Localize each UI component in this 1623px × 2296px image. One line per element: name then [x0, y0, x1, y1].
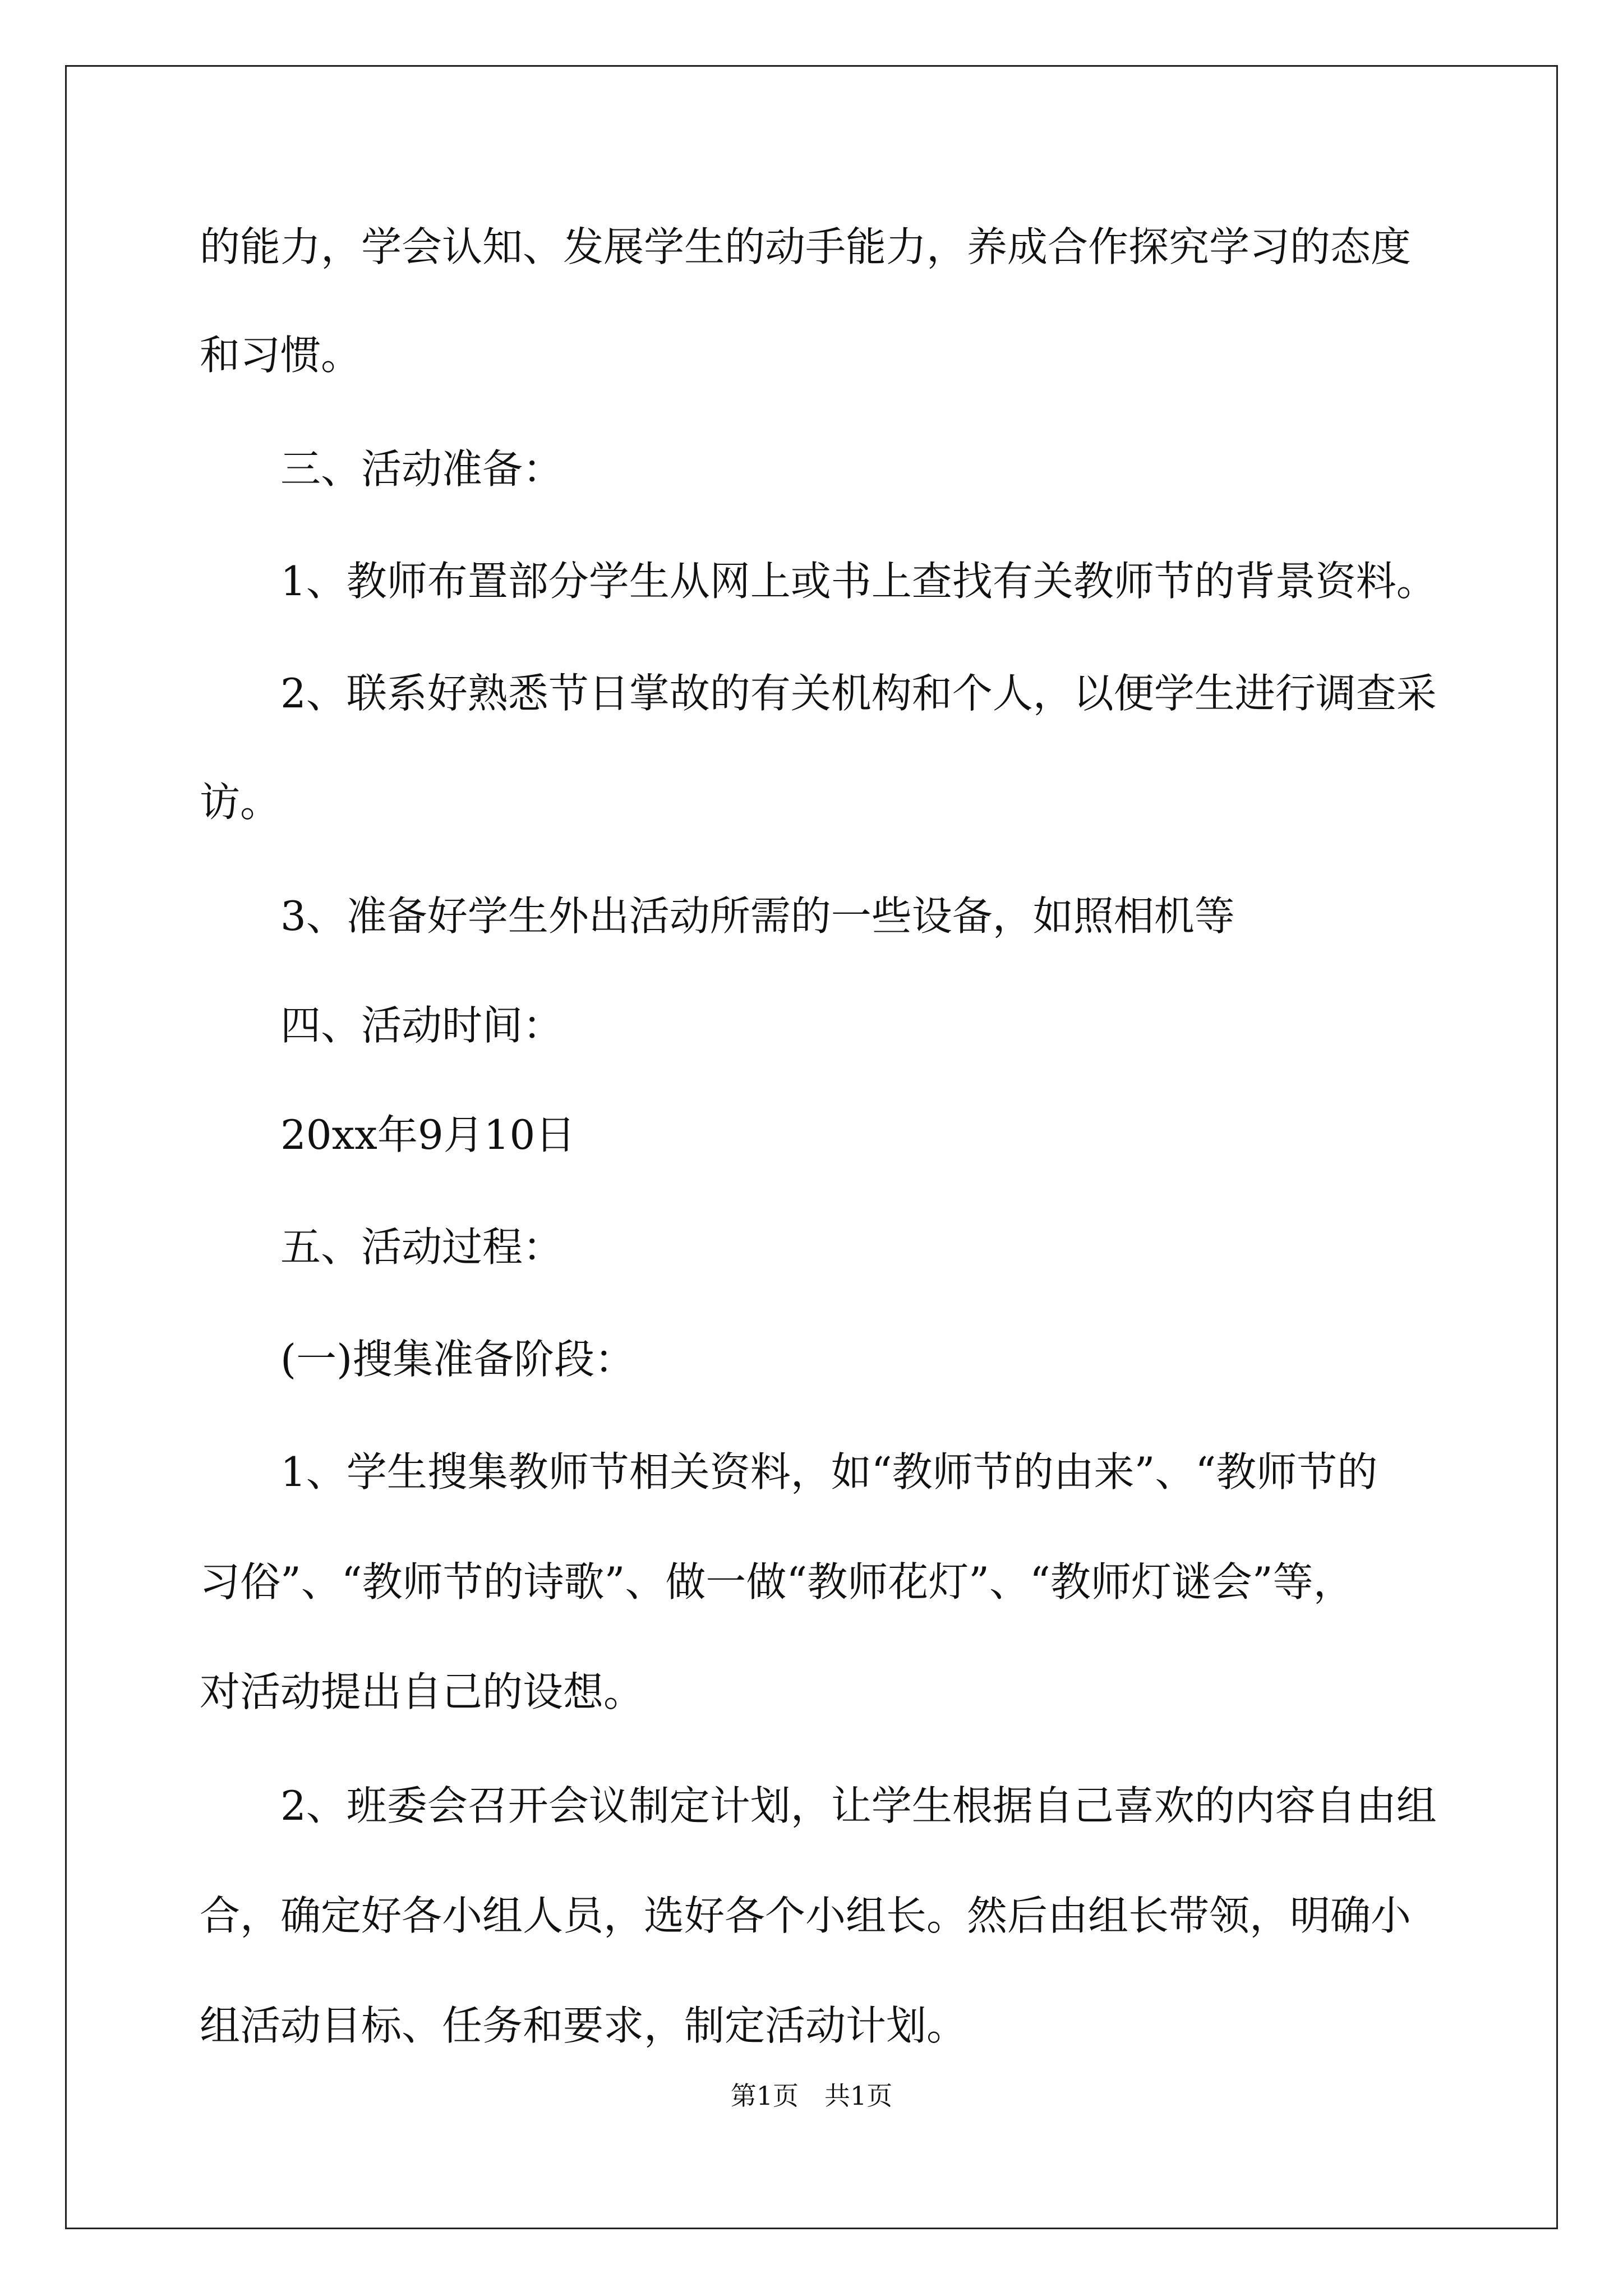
date-line: 20xx年9月10日: [280, 1111, 576, 1158]
list-item: 1、学生搜集教师节相关资料，如“教师节的由来”、“教师节的: [280, 1448, 1378, 1496]
text-line: 访。: [200, 779, 281, 826]
text-line: 组活动目标、任务和要求，制定活动计划。: [200, 2002, 967, 2049]
text-line: 合，确定好各小组人员，选好各个小组长。然后由组长带领，明确小: [200, 1892, 1412, 1939]
section-heading: 三、活动准备：: [280, 445, 564, 493]
page-footer: 第1页 共1页: [730, 2081, 893, 2111]
section-heading: 五、活动过程：: [280, 1223, 564, 1271]
text-line: 和习惯。: [200, 332, 362, 379]
text-line: 习俗”、“教师节的诗歌”、做一做“教师花灯”、“教师灯谜会”等，: [200, 1558, 1354, 1605]
list-item: 1、教师布置部分学生从网上或书上查找有关教师节的背景资料。: [280, 558, 1437, 605]
text-line: 的能力，学会认知、发展学生的动手能力，养成合作探究学习的态度: [200, 223, 1412, 270]
list-item: 3、准备好学生外出活动所需的一些设备，如照相机等: [280, 892, 1235, 940]
section-heading: 四、活动时间：: [280, 1002, 564, 1049]
subsection-heading: (一)搜集准备阶段：: [280, 1336, 635, 1383]
text-line: 对活动提出自己的设想。: [200, 1668, 644, 1715]
list-item: 2、班委会召开会议制定计划，让学生根据自己喜欢的内容自由组: [280, 1782, 1437, 1829]
list-item: 2、联系好熟悉节日掌故的有关机构和个人，以便学生进行调查采: [280, 670, 1437, 717]
